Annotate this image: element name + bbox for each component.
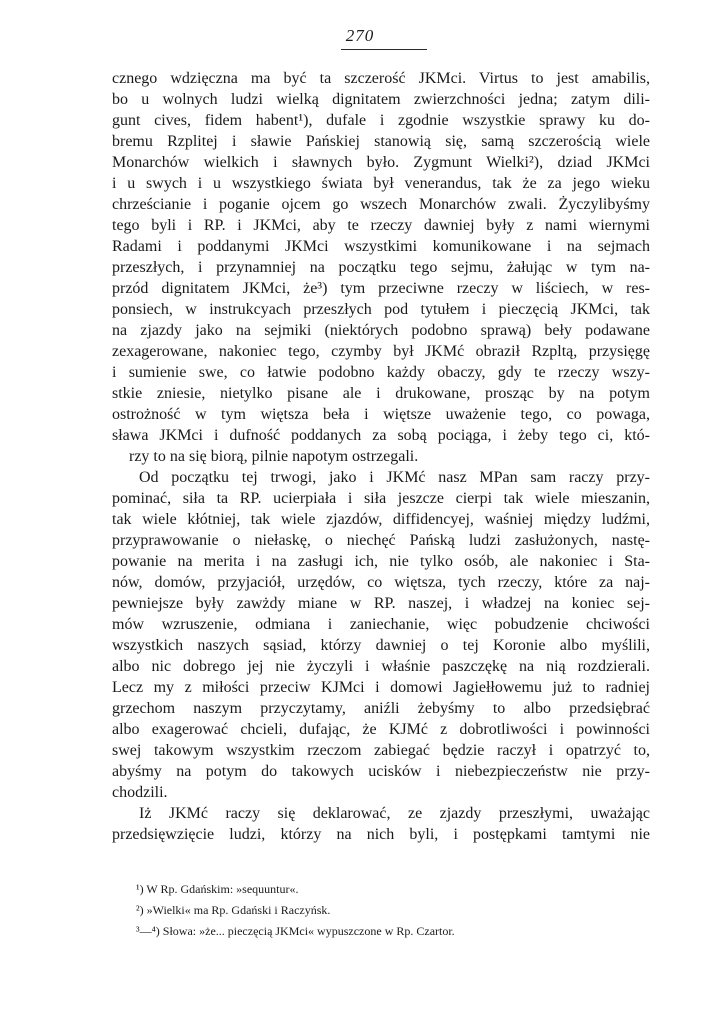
text-line: mów wzruszenie, odmiana i zaniechanie, więc pobudzenie chciwości [112,616,650,633]
text-line: przód dignitatem JKMci, że³) tym przeciwne rzeczy w liściech, w res- [112,280,650,297]
page-number-rule [341,49,427,50]
footnotes [136,879,636,942]
text-line: pominać, siła ta RP. ucierpiała i siła jeszcze cierpi tak wiele mieszanin, [112,490,650,507]
paragraph-first-line: Iż JKMć raczy się deklarować, ze zjazdy przeszłymi, uważając [139,805,650,822]
text-line: chodzili. [112,784,168,801]
text-line: nów, domów, przyjaciół, urzędów, co więtsza, tych rzeczy, które za naj- [112,574,650,591]
text-line: albo nic dobrego jej nie życzyli i właśnie paszczękę na nią rozdzierali. [112,658,650,675]
text-line: przyprawowanie o niełaskę, o niechęć Pańską ludzi zasłużonych, nastę- [112,532,650,549]
text-line: i sumienie swe, co łatwie podobno każdy obaczy, gdy te rzeczy wszy- [112,364,650,381]
text-line: rzy to na się biorą, pilnie napotym ostrzegali. [129,448,419,465]
text-line: Monarchów wielkich i sławnych było. Zygmunt Wielki²), dziad JKMci [112,154,650,171]
text-line: abyśmy na potym do takowych ucisków i niebezpieczeństw nie przy- [112,763,650,780]
text-line: wszystkich naszych sąsiad, którzy dawniej o tej Koronie albo myślili, [112,637,650,654]
text-line: powanie na merita i na zasługi ich, nie tylko osób, ale nakoniec i Sta- [112,553,650,570]
text-line: gunt cives, fidem habent¹), dufale i zgodnie wszystkie sprawy ku do- [112,112,650,129]
text-line: grzechom naszym przyczytamy, aniźli żebyśmy to albo przedsiębrać [112,700,650,717]
text-line: przeszłych, i przynamniej na początku tego sejmu, żałując w tym na- [112,259,650,276]
footnote: ³—⁴) Słowa: »że... pieczęcią JKMci« wypuszczone w Rp. Czartor. [136,924,455,938]
text-line: cznego wdzięczna ma być ta szczerość JKMci. Virtus to jest amabilis, [112,70,650,87]
text-line: tak wiele kłótniej, tak wiele zjazdów, diffidencyej, waśniej między ludźmi, [112,511,650,528]
text-line: ostrożność w tym więtsza beła i więtsze uważenie tego, co powaga, [112,406,650,423]
text-line: albo exagerować chcieli, dufając, że KJMć z dobrotliwości i powinności [112,721,650,738]
text-line: i u swych i u wszystkiego świata był venerandus, tak że za jego wieku [112,175,650,192]
text-line: przedsięwzięcie ludzi, którzy na nich byli, i postępkami tamtymi nie [112,826,650,843]
text-line: Lecz my z miłości przeciw KJMci i domowi Jagiełłowemu już to radniej [112,679,650,696]
body-text [112,68,650,845]
text-line: Radami i poddanymi JKMci wszystkimi komunikowane i na sejmach [112,238,650,255]
paragraph-first-line: Od początku tej trwogi, jako i JKMć nasz MPan sam raczy przy- [139,469,650,486]
text-line: ponsiech, w instrukcyach przeszłych pod tytułem i pieczęcią JKMci, tak [112,301,650,318]
text-line: pewniejsze były zawżdy miane w RP. naszej, i władzej na koniec sej- [112,595,650,612]
text-line: bremu Rzplitej i sławie Pańskiej stanowią się, samą szczerością wiele [112,133,650,150]
text-line: chrześcianie i poganie ojcem go wszech Monarchów zwali. Życzylibyśmy [112,196,650,213]
footnote: ¹) W Rp. Gdańskim: »sequuntur«. [136,882,299,896]
text-line: tego byli i RP. i JKMci, aby te rzeczy dawniej były z nami wiernymi [112,217,650,234]
text-line: swej takowym wszystkim rzeczom zabiegać będzie raczył i opatrzyć to, [112,742,650,759]
text-line: bo u wolnych ludzi wielką dignitatem zwierzchności jedna; zatym dili- [112,91,650,108]
text-line: sława JKMci i dufność poddanych za sobą pociąga, i żeby tego ci, któ- [112,427,650,444]
text-line: stkie zniesie, nietylko pisane ale i drukowane, prosząc by na potym [112,385,650,402]
text-line: zexagerowane, nakoniec tego, czymby był JKMć obraził Rzpltą, przysięgę [112,343,650,360]
footnote: ²) »Wielki« ma Rp. Gdański i Raczyńsk. [136,903,331,917]
text-line: na zjazdy jako na sejmiki (niektórych podobno sprawą) beły podawane [112,322,650,339]
page-number: 270 [345,26,375,45]
